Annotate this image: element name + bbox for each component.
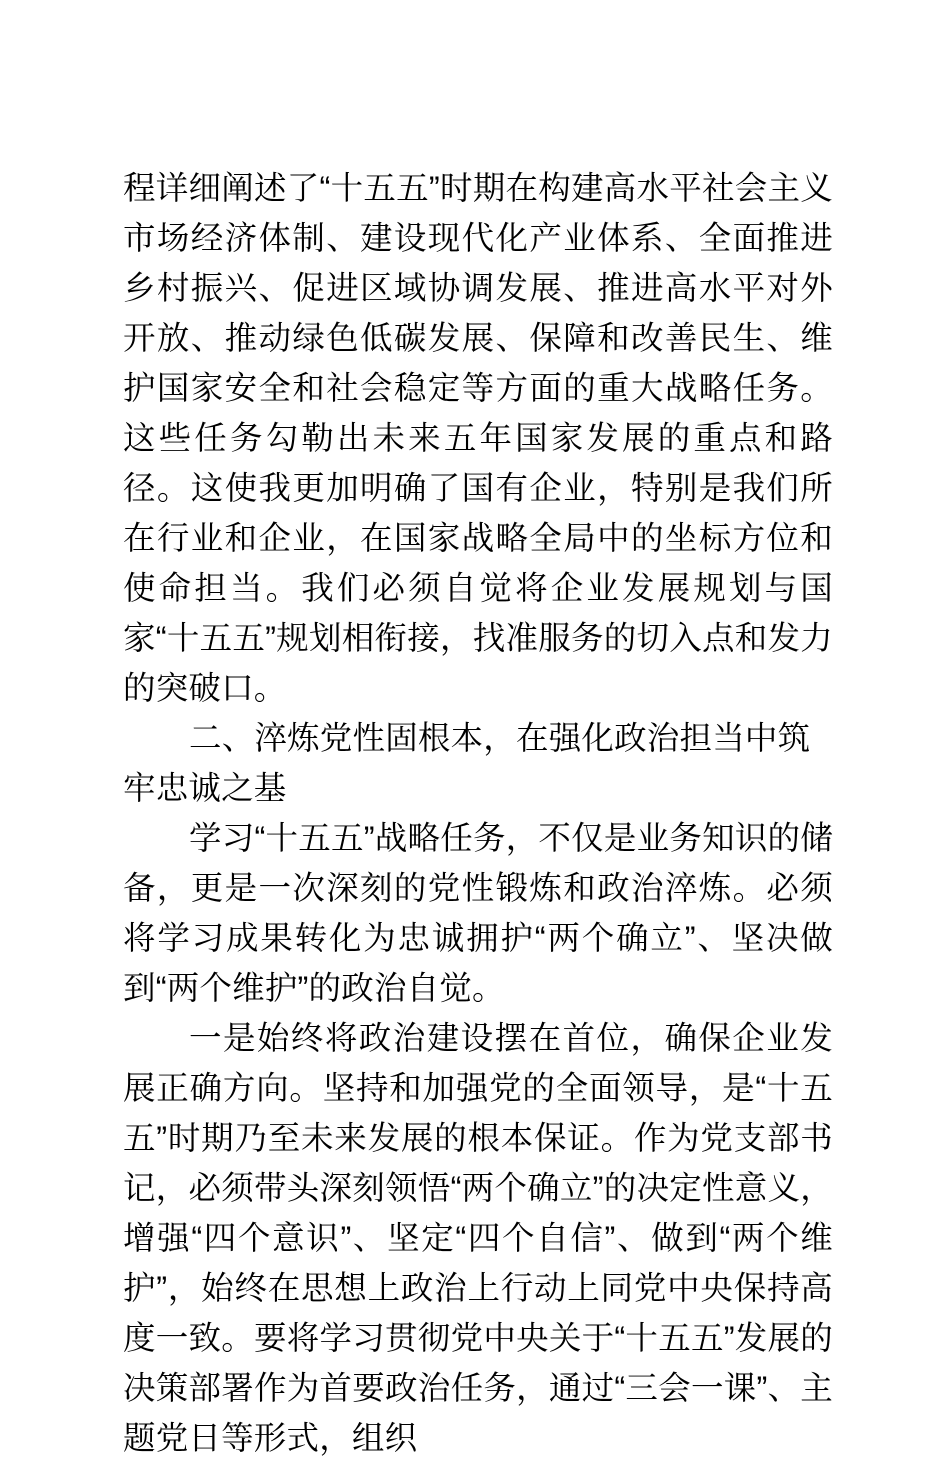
document-body <box>123 163 833 1463</box>
section-heading-two: 二、淬炼党性固根本，在强化政治担当中筑牢忠诚之基 <box>123 720 811 806</box>
paragraph-study-tasks: 学习“十五五”战略任务，不仅是业务知识的储备，更是一次深刻的党性锻炼和政治淬炼。必须将学习成果转化为忠诚拥护“两个确立”、坚决做到“两个维护”的政治自觉。 <box>123 820 833 1006</box>
paragraph-continuation: 程详细阐述了“十五五”时期在构建高水平社会主义市场经济体制、建设现代化产业体系、全面推进乡村振兴、促进区域协调发展、推进高水平对外开放、推动绿色低碳发展、保障和改善民生、维护国家安全和社会稳定等方面的重大战略任务。这些任务勾勒出未来五年国家发展的重点和路径。这使我更加明确了国有企业，特别是我们所在行业和企业，在国家战略全局中的坐标方位和使命担当。我们必须自觉将企业发展规划与国家“十五五”规划相衔接，找准服务的切入点和发力的突破口。 <box>123 170 833 706</box>
paragraph-point-one: 一是始终将政治建设摆在首位，确保企业发展正确方向。坚持和加强党的全面领导，是“十五五”时期乃至未来发展的根本保证。作为党支部书记，必须带头深刻领悟“两个确立”的决定性意义，增强“四个意识”、坚定“四个自信”、做到“两个维护”，始终在思想上政治上行动上同党中央保持高度一致。要将学习贯彻党中央关于“十五五”发展的决策部署作为首要政治任务，通过“三会一课”、主题党日等形式，组织 <box>123 1020 833 1456</box>
